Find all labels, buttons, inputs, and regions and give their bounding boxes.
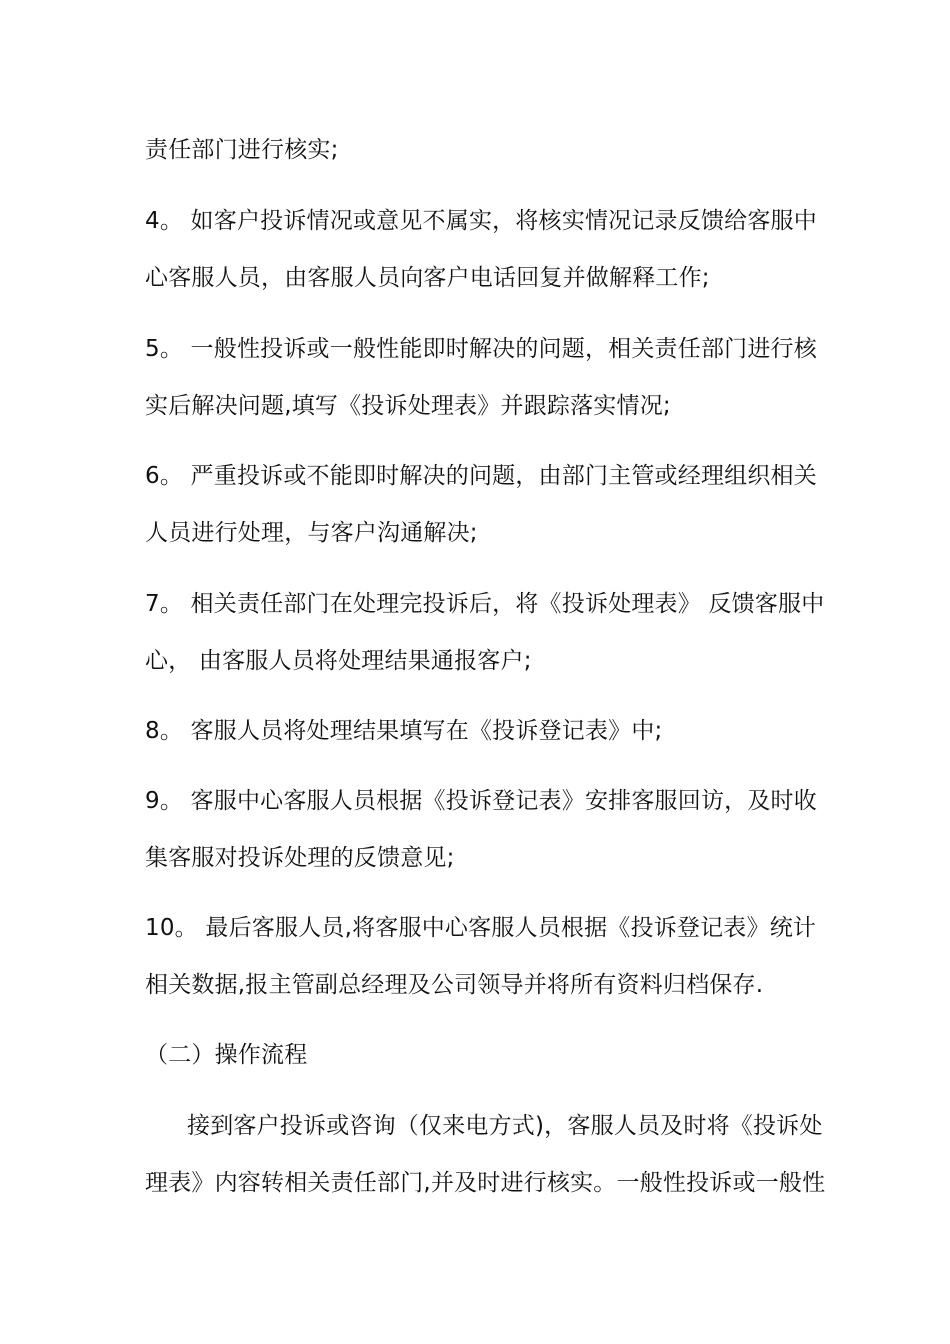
text-line: 实后解决问题,填写《投诉处理表》并跟踪落实情况; <box>145 393 671 419</box>
text-line: 相关数据,报主管副总经理及公司领导并将所有资料归档保存. <box>145 972 764 998</box>
paragraph-line: 接到客户投诉或咨询（仅来电方式)，客服人员及时将《投诉处 <box>187 1113 823 1139</box>
section-heading: （二）操作流程 <box>145 1042 308 1068</box>
text-line: 心客服人员，由客服人员向客户电话回复并做解释工作; <box>145 265 710 291</box>
list-item-5: 5。 一般性投诉或一般性能即时解决的问题，相关责任部门进行核 <box>145 336 817 362</box>
list-item-4: 4。 如客户投诉情况或意见不属实，将核实情况记录反馈给客服中 <box>145 208 817 234</box>
text-line: 人员进行处理，与客户沟通解决; <box>145 520 478 546</box>
list-item-10: 10。 最后客服人员,将客服中心客服人员根据《投诉登记表》统计 <box>145 915 817 941</box>
paragraph-line: 理表》内容转相关责任部门,并及时进行核实。一般性投诉或一般性 <box>145 1170 826 1196</box>
text-line: 责任部门进行核实; <box>145 137 339 163</box>
list-item-8: 8。 客服人员将处理结果填写在《投诉登记表》中; <box>145 718 663 744</box>
list-item-6: 6。 严重投诉或不能即时解决的问题，由部门主管或经理组织相关 <box>145 463 817 489</box>
text-line: 集客服对投诉处理的反馈意见; <box>145 845 455 871</box>
list-item-7: 7。 相关责任部门在处理完投诉后，将《投诉处理表》 反馈客服中 <box>145 591 825 617</box>
list-item-9: 9。 客服中心客服人员根据《投诉登记表》安排客服回访，及时收 <box>145 788 817 814</box>
text-line: 心， 由客服人员将处理结果通报客户; <box>145 648 532 674</box>
